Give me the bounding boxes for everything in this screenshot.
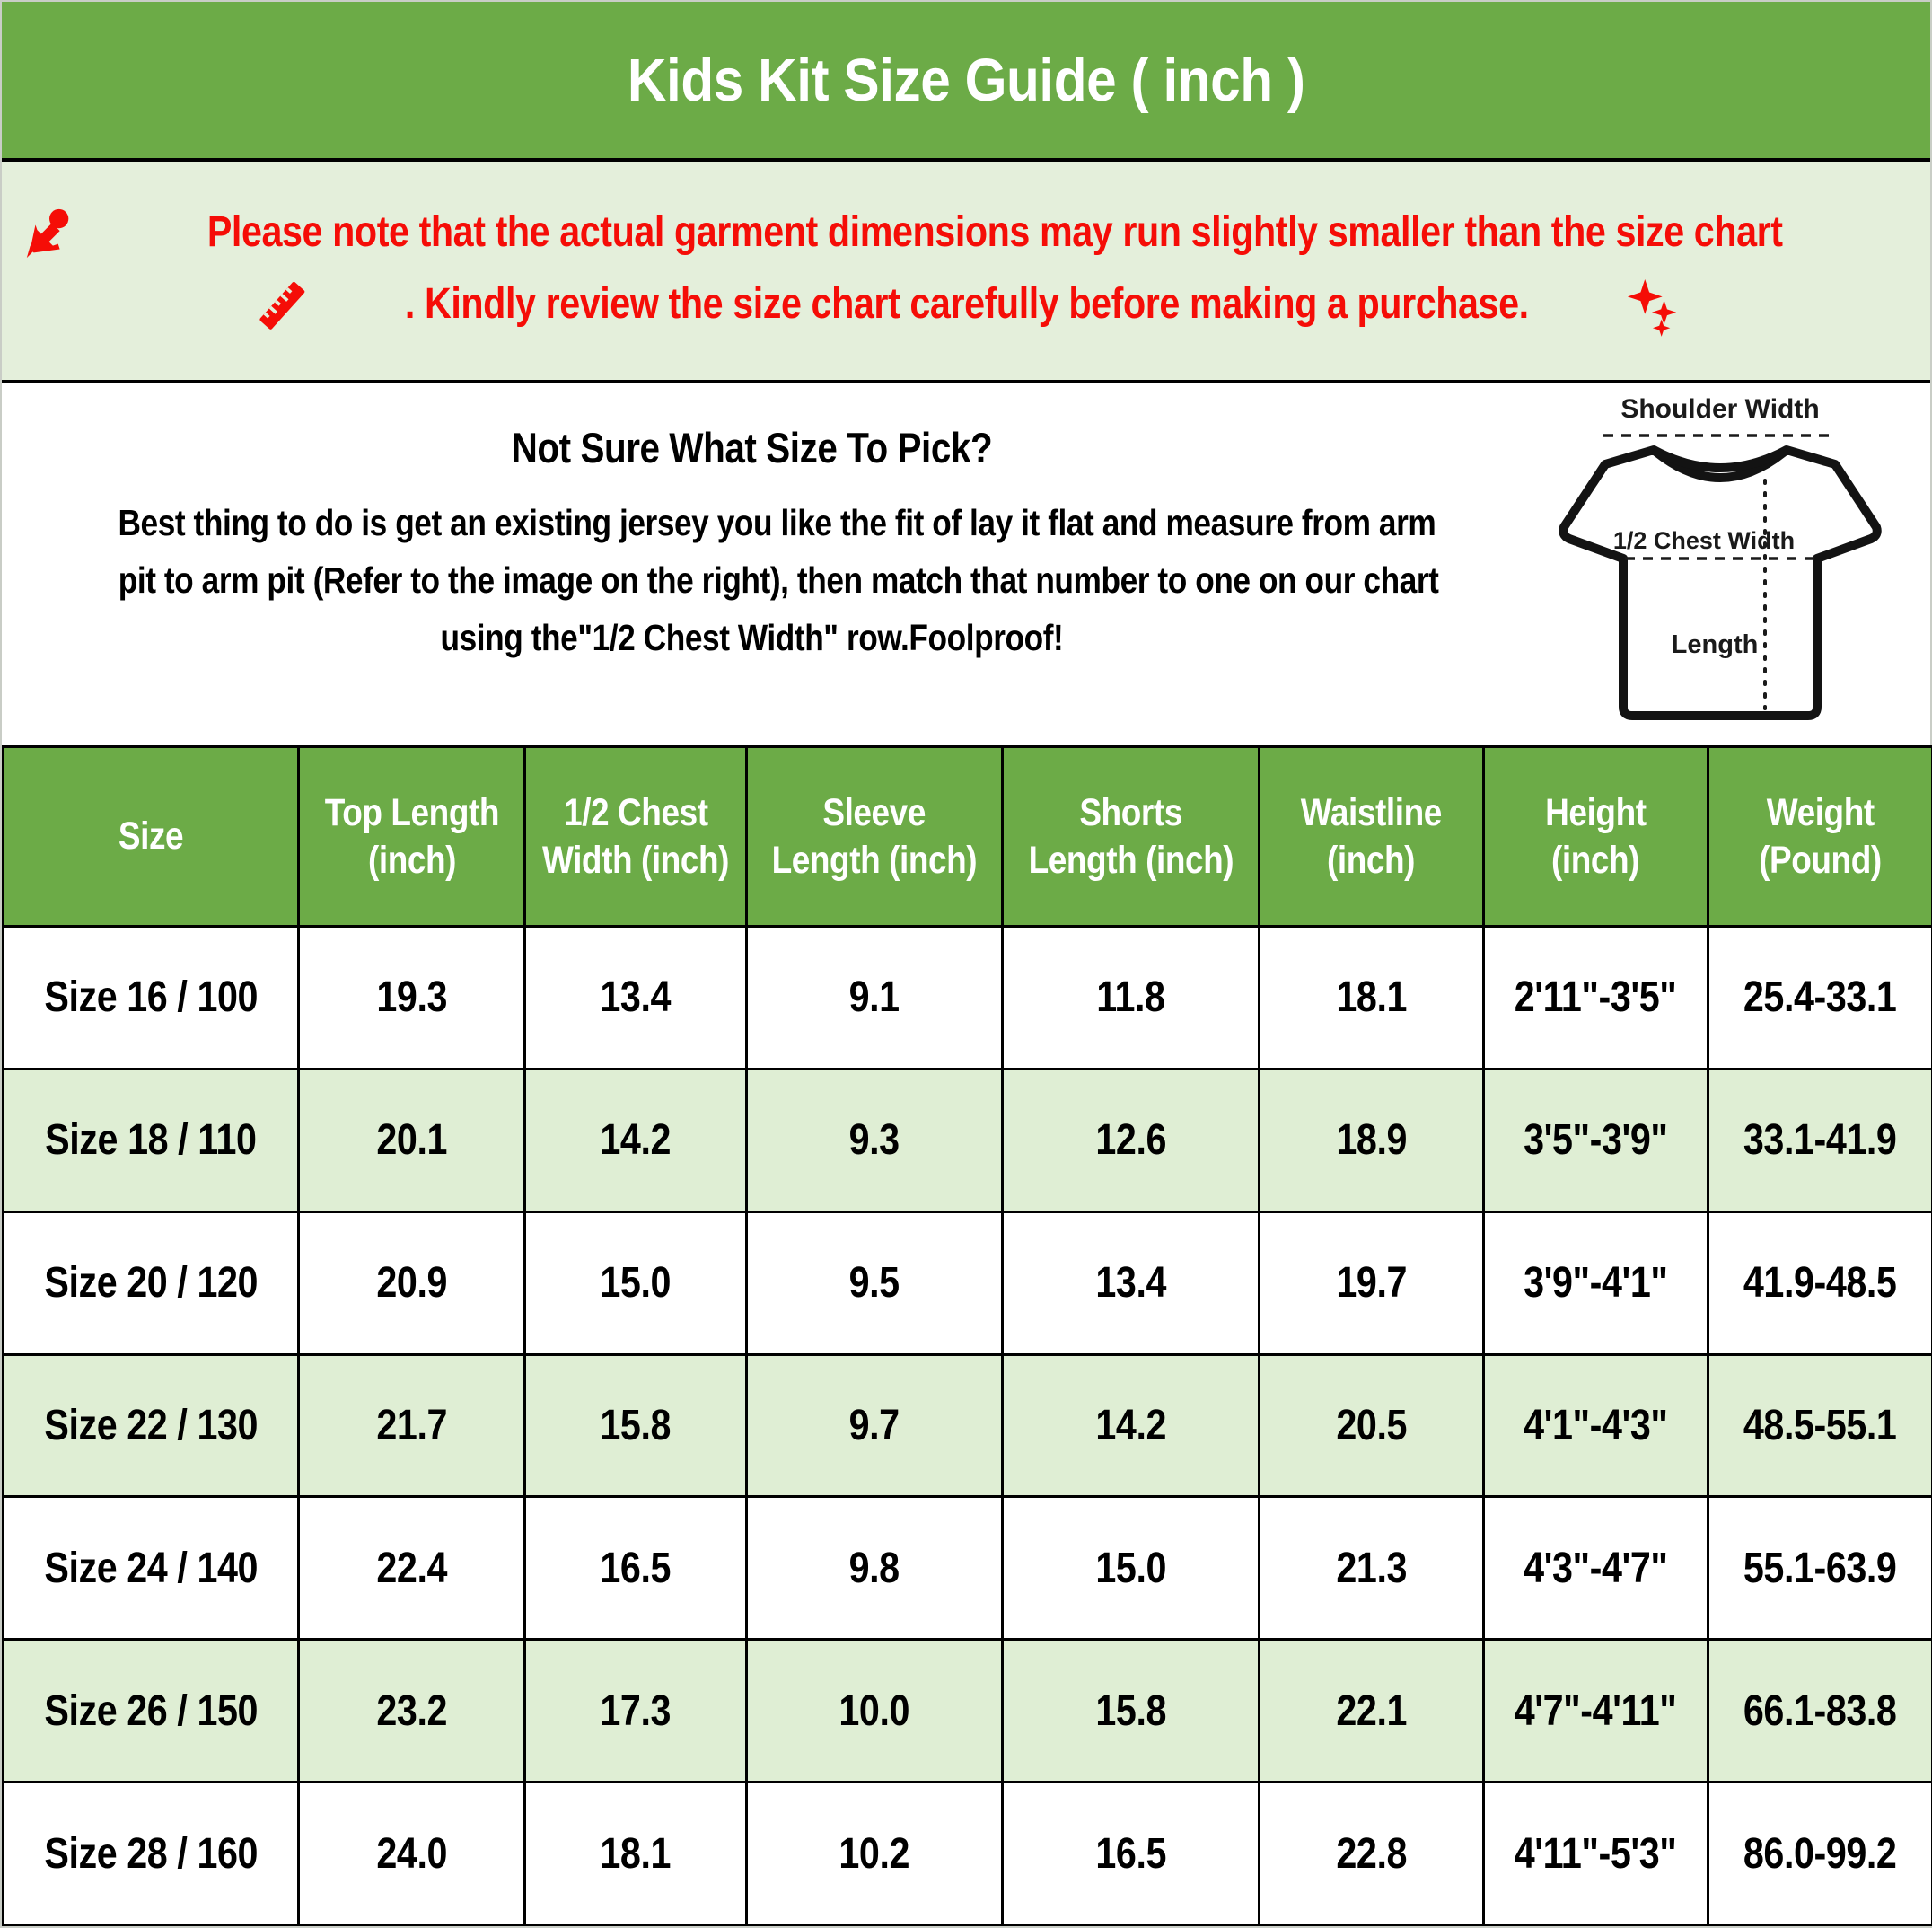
table-cell-text: 14.2 [1095, 1401, 1166, 1449]
table-cell [1483, 1783, 1708, 1925]
table-header-cell [1259, 747, 1483, 927]
table-cell-text: 3'5"-3'9" [1524, 1116, 1668, 1165]
table-cell [1259, 1211, 1483, 1354]
table-cell-text: 13.4 [600, 973, 672, 1022]
table-cell [746, 1783, 1003, 1925]
table-cell-text: 4'11"-5'3" [1515, 1829, 1677, 1878]
help-text [11, 423, 1492, 666]
table-cell [1708, 1211, 1932, 1354]
help-line-2 [11, 551, 1492, 609]
table-cell-text: 20.5 [1336, 1401, 1407, 1449]
table-cell [299, 1211, 525, 1354]
table-cell-text: Size 18 / 110 [45, 1116, 257, 1165]
length-label: Length [1671, 630, 1759, 659]
help-line-1 [11, 494, 1492, 551]
table-header-label: (inch) [1327, 838, 1416, 882]
help-line-2-text: pit to arm pit (Refer to the image on the right), then match that number to one on our chart [118, 559, 1439, 601]
table-header-cell [746, 747, 1003, 927]
table-cell [525, 1069, 747, 1211]
table-cell [1003, 1211, 1260, 1354]
tshirt-diagram [1521, 391, 1927, 739]
table-cell [1708, 1069, 1932, 1211]
table-cell [746, 927, 1003, 1070]
table-header-cell [4, 747, 299, 927]
table-cell-text: 20.1 [376, 1116, 448, 1165]
table-cell-text: 23.2 [376, 1686, 448, 1735]
table-row-label [4, 1497, 299, 1640]
notice-line-1 [22, 206, 1910, 261]
table-cell [1003, 1640, 1260, 1783]
table-cell [1003, 1354, 1260, 1497]
table-header-label: Waistline [1300, 791, 1442, 835]
chest-width-label: 1/2 Chest Width [1612, 527, 1796, 554]
table-cell-text: 41.9-48.5 [1743, 1259, 1897, 1307]
table-row-label [4, 1783, 299, 1925]
pushpin-icon [22, 206, 77, 261]
table-header-label: Top Length [324, 791, 499, 835]
table-cell [746, 1497, 1003, 1640]
table-cell-text: Size 16 / 100 [44, 973, 259, 1022]
table-cell-text: 15.8 [600, 1401, 672, 1449]
help-line-3-text: using the"1/2 Chest Width" row.Foolproof! [440, 617, 1063, 658]
table-cell [746, 1640, 1003, 1783]
table-cell-text: 16.5 [600, 1544, 672, 1592]
notice-text-2: . Kindly review the size chart carefully before making a purchase. [405, 280, 1529, 329]
table-cell-text: 9.1 [849, 973, 900, 1022]
table-cell-text: 3'9"-4'1" [1524, 1259, 1668, 1307]
table-cell [1708, 927, 1932, 1070]
table-cell-text: 14.2 [600, 1116, 672, 1165]
table-cell-text: 18.1 [1336, 973, 1407, 1022]
notice-line-2 [252, 274, 1680, 337]
table-cell-text: 18.1 [600, 1829, 672, 1878]
table-header-cell [1483, 747, 1708, 927]
table-cell [746, 1069, 1003, 1211]
help-line-3 [11, 609, 1492, 666]
table-cell-text: 9.5 [849, 1259, 900, 1307]
table-header-cell [1003, 747, 1260, 927]
table-header-row [4, 747, 1932, 927]
table-header-label: Length (inch) [1028, 838, 1234, 882]
table-row [4, 1497, 1932, 1640]
table-cell-text: 21.3 [1336, 1544, 1407, 1592]
table-cell [525, 1211, 747, 1354]
table-row-label [4, 1069, 299, 1211]
table-cell [525, 1783, 747, 1925]
table-cell [1259, 1783, 1483, 1925]
title-bar [2, 2, 1930, 162]
table-cell [1708, 1640, 1932, 1783]
table-cell-text: 33.1-41.9 [1743, 1116, 1897, 1165]
table-header-label: Shorts [1079, 791, 1182, 835]
table-cell-text: 15.0 [1095, 1544, 1166, 1592]
table-cell-text: 25.4-33.1 [1743, 973, 1897, 1022]
table-cell-text: 48.5-55.1 [1743, 1401, 1897, 1449]
table-header-label: Sleeve [822, 791, 926, 835]
table-cell-text: 4'3"-4'7" [1524, 1544, 1668, 1592]
table-row-label [4, 1354, 299, 1497]
table-cell [1003, 1783, 1260, 1925]
table-cell-text: 4'1"-4'3" [1524, 1401, 1668, 1449]
table-cell [299, 1069, 525, 1211]
table-cell [1259, 1354, 1483, 1497]
table-cell-text: 4'7"-4'11" [1515, 1686, 1677, 1735]
table-cell-text: 9.7 [849, 1401, 900, 1449]
table-cell [1483, 1211, 1708, 1354]
ruler-icon [252, 276, 312, 335]
table-cell [1708, 1497, 1932, 1640]
table-cell-text: 20.9 [376, 1259, 448, 1307]
table-cell-text: 9.3 [849, 1116, 900, 1165]
table-header-label: (inch) [367, 838, 456, 882]
table-cell-text: 13.4 [1095, 1259, 1166, 1307]
table-row [4, 1354, 1932, 1497]
table-cell-text: Size 20 / 120 [44, 1259, 259, 1307]
table-cell [525, 1640, 747, 1783]
table-cell [746, 1354, 1003, 1497]
table-cell-text: 17.3 [600, 1686, 672, 1735]
table-cell-text: 11.8 [1096, 973, 1165, 1022]
table-cell-text: Size 26 / 150 [44, 1686, 259, 1735]
notice-text-1: Please note that the actual garment dimensions may run slightly smaller than the size chart [206, 208, 1783, 257]
sparkles-icon [1624, 274, 1680, 337]
table-header-label: Size [119, 814, 184, 858]
table-cell-text: 21.7 [376, 1401, 448, 1449]
notice-bar [2, 162, 1930, 383]
table-row [4, 1211, 1932, 1354]
table-cell-text: 15.8 [1095, 1686, 1166, 1735]
table-cell-text: 10.0 [839, 1686, 910, 1735]
table-cell [746, 1211, 1003, 1354]
table-cell [1483, 1069, 1708, 1211]
table-cell-text: 18.9 [1336, 1116, 1407, 1165]
table-cell-text: 9.8 [849, 1544, 900, 1592]
table-cell-text: 24.0 [376, 1829, 448, 1878]
table-cell [1483, 1354, 1708, 1497]
help-body [11, 494, 1492, 666]
table-row [4, 927, 1932, 1070]
table-cell-text: 16.5 [1095, 1829, 1166, 1878]
table-header-label: (inch) [1551, 838, 1640, 882]
table-cell-text: 22.1 [1336, 1686, 1407, 1735]
table-row-label [4, 1640, 299, 1783]
table-cell [299, 1497, 525, 1640]
table-header-label: (Pound) [1759, 838, 1882, 882]
table-row-label [4, 927, 299, 1070]
table-cell [299, 1783, 525, 1925]
help-heading [11, 423, 1492, 472]
table-cell [1003, 927, 1260, 1070]
table-header-cell [299, 747, 525, 927]
table-cell-text: 10.2 [839, 1829, 910, 1878]
table-cell [525, 1354, 747, 1497]
table-cell-text: 55.1-63.9 [1743, 1544, 1897, 1592]
table-row [4, 1640, 1932, 1783]
table-header-cell [525, 747, 747, 927]
table-cell-text: 19.3 [376, 973, 448, 1022]
table-cell-text: Size 28 / 160 [44, 1829, 259, 1878]
table-cell [1708, 1354, 1932, 1497]
table-cell [1003, 1069, 1260, 1211]
table-header-label: Width (inch) [541, 838, 729, 882]
table-cell-text: 22.4 [376, 1544, 448, 1592]
table-cell [299, 1640, 525, 1783]
table-cell [299, 1354, 525, 1497]
table-header-label: Height [1545, 791, 1647, 835]
table-cell-text: 86.0-99.2 [1743, 1829, 1897, 1878]
table-cell-text: 12.6 [1095, 1116, 1166, 1165]
table-cell [1483, 927, 1708, 1070]
table-cell [1259, 1069, 1483, 1211]
table-cell [1708, 1783, 1932, 1925]
table-cell-text: 22.8 [1336, 1829, 1407, 1878]
help-section [2, 383, 1930, 745]
shoulder-width-label: Shoulder Width [1620, 394, 1820, 424]
table-row [4, 1783, 1932, 1925]
table-cell [299, 927, 525, 1070]
page-title-text: Kids Kit Size Guide ( inch ) [627, 46, 1305, 114]
table-cell [525, 1497, 747, 1640]
table-cell [525, 927, 747, 1070]
table-cell [1259, 1640, 1483, 1783]
table-header-label: Weight [1766, 791, 1875, 835]
table-row-label [4, 1211, 299, 1354]
table-cell-text: 2'11"-3'5" [1515, 973, 1677, 1022]
table-cell-text: 19.7 [1336, 1259, 1407, 1307]
table-header-cell [1708, 747, 1932, 927]
table-cell-text: 66.1-83.8 [1743, 1686, 1897, 1735]
table-cell [1003, 1497, 1260, 1640]
table-cell-text: Size 24 / 140 [44, 1544, 259, 1592]
shirt-outline [1563, 450, 1877, 716]
table-cell [1483, 1640, 1708, 1783]
table-cell-text: 15.0 [600, 1259, 672, 1307]
help-line-1-text: Best thing to do is get an existing jersey you like the fit of lay it flat and measure from arm [118, 502, 1436, 543]
help-heading-text: Not Sure What Size To Pick? [511, 424, 992, 471]
table-row [4, 1069, 1932, 1211]
table-header-label: Length (inch) [771, 838, 978, 882]
table-cell [1483, 1497, 1708, 1640]
table-header-label: 1/2 Chest [563, 791, 708, 835]
page-title [590, 46, 1342, 115]
table-cell [1259, 927, 1483, 1070]
table-cell-text: Size 22 / 130 [44, 1401, 259, 1449]
size-table [2, 745, 1932, 1926]
table-cell [1259, 1497, 1483, 1640]
